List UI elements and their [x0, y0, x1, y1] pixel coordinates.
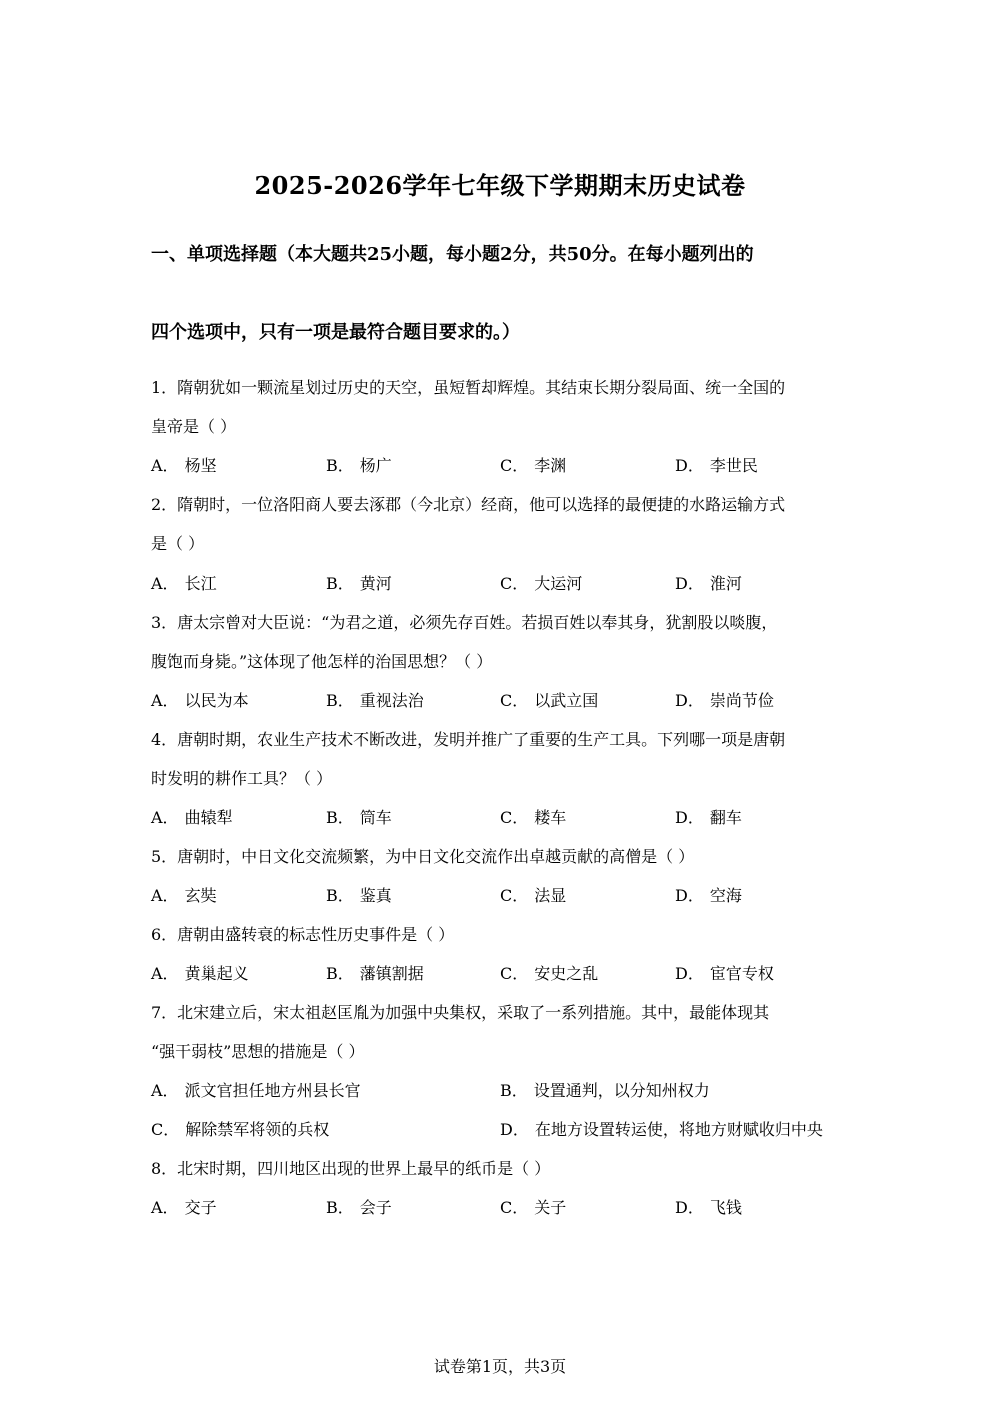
- question-5-option-b[interactable]: B． 鉴真: [326, 886, 392, 905]
- page-title: 2025-2026学年七年级下学期期末历史试卷: [254, 171, 746, 200]
- question-6-option-b[interactable]: B． 藩镇割据: [326, 964, 424, 983]
- question-7-option-a[interactable]: A． 派文官担任地方州县长官: [151, 1081, 361, 1100]
- question-2-option-d[interactable]: D． 淮河: [675, 574, 742, 593]
- question-3-option-d[interactable]: D． 崇尚节俭: [675, 691, 774, 710]
- question-8-options: [151, 1196, 851, 1220]
- question-4-option-b[interactable]: B． 筒车: [326, 808, 392, 827]
- question-3-option-c[interactable]: C． 以武立国: [500, 691, 599, 710]
- question-1-option-b[interactable]: B． 杨广: [326, 456, 392, 475]
- question-4-option-d[interactable]: D． 翻车: [675, 808, 742, 827]
- question-3-text-cont: 腹饱而身毙。”这体现了他怎样的治国思想？（ ）: [151, 652, 493, 671]
- question-5-option-a[interactable]: A． 玄奘: [151, 886, 217, 905]
- question-2-option-c[interactable]: C． 大运河: [500, 574, 583, 593]
- question-4-option-a[interactable]: A． 曲辕犁: [151, 808, 233, 827]
- question-1-options: [151, 454, 851, 478]
- question-5-option-c[interactable]: C． 法显: [500, 886, 567, 905]
- question-4-option-c[interactable]: C． 耧车: [500, 808, 567, 827]
- question-6-text: 6．唐朝由盛转衰的标志性历史事件是（ ）: [151, 925, 455, 944]
- question-3-text: 3．唐太宗曾对大臣说：“为君之道，必须先存百姓。若损百姓以奉其身，犹割股以啖腹，: [151, 613, 778, 632]
- question-2-option-b[interactable]: B． 黄河: [326, 574, 392, 593]
- question-1-option-d[interactable]: D． 李世民: [675, 456, 758, 475]
- question-1-option-a[interactable]: A． 杨坚: [151, 456, 217, 475]
- page-footer: 试卷第1页，共3页: [433, 1357, 567, 1376]
- question-5-options: [151, 884, 851, 908]
- section-heading-line-1: 一、单项选择题（本大题共25小题，每小题2分，共50分。在每小题列出的: [151, 244, 754, 265]
- question-1-text-cont: 皇帝是（ ）: [151, 417, 237, 436]
- question-7-option-d[interactable]: D． 在地方设置转运使，将地方财赋收归中央: [500, 1120, 823, 1139]
- question-8-text: 8．北宋时期，四川地区出现的世界上最早的纸币是（ ）: [151, 1159, 551, 1178]
- question-8-option-a[interactable]: A． 交子: [151, 1198, 217, 1217]
- question-8-option-c[interactable]: C． 关子: [500, 1198, 567, 1217]
- question-2-option-a[interactable]: A． 长江: [151, 574, 217, 593]
- question-7-text-cont: “强干弱枝”思想的措施是（ ）: [151, 1042, 365, 1061]
- question-7-text: 7．北宋建立后，宋太祖赵匡胤为加强中央集权，采取了一系列措施。其中，最能体现其: [151, 1003, 770, 1022]
- question-5-option-d[interactable]: D． 空海: [675, 886, 742, 905]
- question-4-text: 4．唐朝时期，农业生产技术不断改进，发明并推广了重要的生产工具。下列哪一项是唐朝: [151, 730, 786, 749]
- question-2-text: 2．隋朝时，一位洛阳商人要去涿郡（今北京）经商，他可以选择的最便捷的水路运输方式: [151, 495, 786, 514]
- question-1-option-c[interactable]: C． 李渊: [500, 456, 567, 475]
- question-7-options-row-2: [151, 1118, 851, 1142]
- question-2-text-cont: 是（ ）: [151, 534, 205, 553]
- question-7-options-row-1: [151, 1079, 851, 1103]
- section-heading-line-2: 四个选项中，只有一项是最符合题目要求的。）: [151, 322, 520, 343]
- question-5-text: 5．唐朝时，中日文化交流频繁，为中日文化交流作出卓越贡献的高僧是（ ）: [151, 847, 695, 866]
- question-4-text-cont: 时发明的耕作工具？（ ）: [151, 769, 333, 788]
- question-3-options: [151, 689, 851, 713]
- question-8-option-b[interactable]: B． 会子: [326, 1198, 392, 1217]
- question-7-option-c[interactable]: C． 解除禁军将领的兵权: [151, 1120, 330, 1139]
- question-6-option-d[interactable]: D． 宦官专权: [675, 964, 774, 983]
- question-6-options: [151, 962, 851, 986]
- question-1-text: 1．隋朝犹如一颗流星划过历史的天空，虽短暂却辉煌。其结束长期分裂局面、统一全国的: [151, 378, 786, 397]
- question-2-options: [151, 572, 851, 596]
- question-3-option-a[interactable]: A． 以民为本: [151, 691, 249, 710]
- question-3-option-b[interactable]: B． 重视法治: [326, 691, 424, 710]
- question-6-option-c[interactable]: C． 安史之乱: [500, 964, 599, 983]
- question-4-options: [151, 806, 851, 830]
- question-7-option-b[interactable]: B． 设置通判，以分知州权力: [500, 1081, 710, 1100]
- question-8-option-d[interactable]: D． 飞钱: [675, 1198, 742, 1217]
- question-6-option-a[interactable]: A． 黄巢起义: [151, 964, 249, 983]
